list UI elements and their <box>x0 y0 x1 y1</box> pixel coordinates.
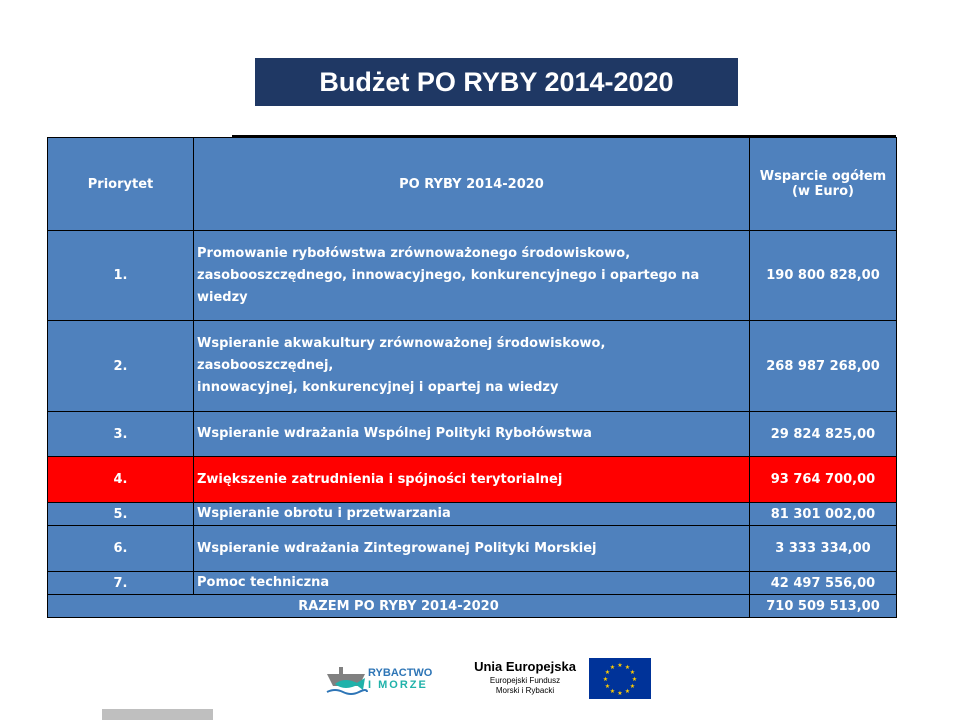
row-description-line2: innowacyjnej, konkurencyjnej i opartej na wiedzy <box>197 380 559 395</box>
row-description: Zwiększenie zatrudnienia i spójności terytorialnej <box>194 457 750 503</box>
rybactwo-logo-text <box>368 667 432 691</box>
row-description: Pomoc techniczna <box>194 572 750 595</box>
svg-text:★: ★ <box>629 669 636 676</box>
row-amount: 190 800 828,00 <box>750 231 897 321</box>
table-row <box>48 503 897 526</box>
rybactwo-line1: RYBACTWO <box>368 667 433 679</box>
page-title: Budżet PO RYBY 2014-2020 <box>319 66 674 97</box>
svg-text:★: ★ <box>624 688 631 695</box>
svg-text:★: ★ <box>624 664 631 671</box>
row-number: 5. <box>48 503 194 526</box>
row-number: 6. <box>48 526 194 572</box>
footer-gray-bar <box>102 709 213 720</box>
row-description-line2: zasobooszczędnego, innowacyjnego, konkurencyjnego i opartego na wiedzy <box>197 267 700 305</box>
table-total-row <box>48 595 897 618</box>
table-header-row <box>48 138 897 231</box>
budget-table <box>47 137 897 618</box>
total-amount: 710 509 513,00 <box>750 595 897 618</box>
table-row <box>48 321 897 412</box>
row-description: Wspieranie obrotu i przetwarzania <box>194 503 750 526</box>
row-amount: 81 301 002,00 <box>750 503 897 526</box>
svg-text:★: ★ <box>602 676 609 683</box>
row-number: 1. <box>48 231 194 321</box>
row-number: 4. <box>48 457 194 503</box>
header-amount-line1: Wsparcie ogółem <box>759 169 887 184</box>
row-amount: 268 987 268,00 <box>750 321 897 412</box>
eu-sub2: Morski i Rybacki <box>495 686 555 695</box>
eu-flag-icon <box>589 658 651 699</box>
row-description: Wspieranie wdrażania Wspólnej Polityki Rybołówstwa <box>194 412 750 457</box>
svg-text:★: ★ <box>609 664 616 671</box>
table-row <box>48 231 897 321</box>
total-label: RAZEM PO RYBY 2014-2020 <box>48 595 750 618</box>
header-amount <box>750 138 897 231</box>
header-amount-line2: (w Euro) <box>792 184 854 199</box>
table-row <box>48 412 897 457</box>
row-number: 7. <box>48 572 194 595</box>
row-number: 2. <box>48 321 194 412</box>
svg-text:★: ★ <box>617 662 623 669</box>
row-number: 3. <box>48 412 194 457</box>
svg-text:★: ★ <box>631 676 638 683</box>
row-amount: 42 497 556,00 <box>750 572 897 595</box>
row-description <box>194 321 750 412</box>
table-row-highlighted <box>48 457 897 503</box>
table-row <box>48 526 897 572</box>
eu-logo-text <box>470 659 580 696</box>
svg-text:★: ★ <box>609 688 616 695</box>
table-row <box>48 572 897 595</box>
rybactwo-line2: I MORZE <box>368 679 428 691</box>
row-amount: 93 764 700,00 <box>750 457 897 503</box>
svg-text:★: ★ <box>617 690 623 697</box>
svg-text:★: ★ <box>604 683 611 690</box>
header-priorytet: Priorytet <box>48 138 194 231</box>
row-description-line1: Wspieranie akwakultury zrównoważonej środowiskowo, zasobooszczędnej, <box>197 336 606 373</box>
row-amount: 3 333 334,00 <box>750 526 897 572</box>
row-description <box>194 231 750 321</box>
eu-title: Unia Europejska <box>474 659 576 674</box>
eu-sub1: Europejski Fundusz <box>489 676 561 685</box>
row-amount: 29 824 825,00 <box>750 412 897 457</box>
row-description: Wspieranie wdrażania Zintegrowanej Polityki Morskiej <box>194 526 750 572</box>
svg-text:★: ★ <box>604 669 611 676</box>
header-program: PO RYBY 2014-2020 <box>194 138 750 231</box>
svg-text:★: ★ <box>629 683 636 690</box>
row-description-line1: Promowanie rybołówstwa zrównoważonego środowiskowo, <box>197 245 631 261</box>
title-banner <box>255 58 738 106</box>
